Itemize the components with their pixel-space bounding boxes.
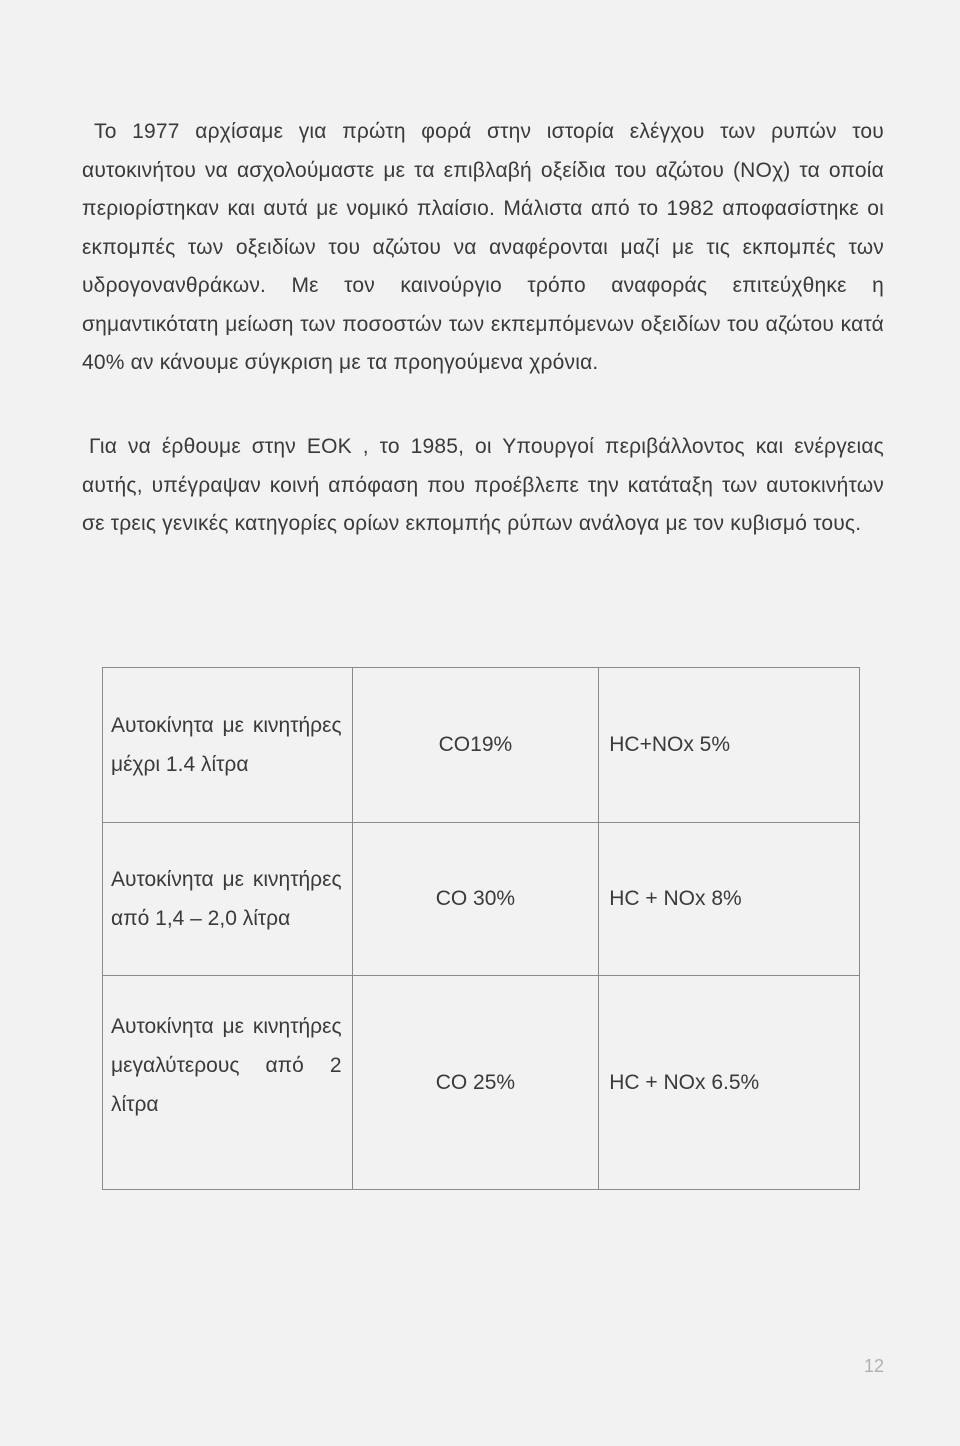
engine-category-cell bbox=[103, 823, 353, 976]
hc-nox-limit-cell: HC + NOx 8% bbox=[599, 823, 860, 976]
hc-nox-limit-cell: HC + NOx 6.5% bbox=[599, 976, 860, 1190]
hc-nox-limit-cell: HC+NOx 5% bbox=[599, 668, 860, 823]
co-limit-cell: CO19% bbox=[352, 668, 599, 823]
paragraph-eec-decision: Για να έρθουμε στην ΕΟΚ , το 1985, οι Υπουργοί περιβάλλοντος και ενέργειας αυτής, υπέγραψαν κοινή απόφαση που προέβλεπε την κατάταξη των αυτοκινήτων σε τρεις γενικές κατηγορίες ορίων εκπομπής ρύπων ανάλογα με τον κυβισμό τους. bbox=[82, 435, 884, 535]
table-row bbox=[103, 976, 860, 1190]
engine-category-label: Αυτοκίνητα με κινητήρες μεγαλύτερους από 2 λίτρα bbox=[111, 1015, 342, 1116]
paragraph-nox-history: Το 1977 αρχίσαμε για πρώτη φορά στην ιστορία ελέγχου των ρυπών του αυτοκινήτου να ασχολούμαστε με τα επιβλαβή οξείδια του αζώτου (NOχ) τα οποία περιορίστηκαν και αυτά με νομικό πλαίσιο. Μάλιστα από το 1982 αποφασίστηκε οι εκπομπές των οξειδίων του αζώτου να αναφέρονται μαζί με τις εκπομπές των υδρογονανθράκων. Με τον καινούργιο τρόπο αναφοράς επιτεύχθηκε η σημαντικότατη μείωση των ποσοστών των εκπεμπόμενων οξειδίων του αζώτου κατά 40% αν κάνουμε σύγκριση με τα προηγούμενα χρόνια. bbox=[82, 120, 884, 374]
engine-category-cell bbox=[103, 668, 353, 823]
table-row bbox=[103, 668, 860, 823]
engine-category-label: Αυτοκίνητα με κινητήρες από 1,4 – 2,0 λίτρα bbox=[111, 868, 342, 930]
engine-category-cell bbox=[103, 976, 353, 1190]
engine-category-label: Αυτοκίνητα με κινητήρες μέχρι 1.4 λίτρα bbox=[111, 714, 342, 776]
table-row bbox=[103, 823, 860, 976]
emission-limits-table bbox=[102, 667, 860, 1190]
co-limit-cell: CO 30% bbox=[352, 823, 599, 976]
page-number: 12 bbox=[864, 1356, 885, 1376]
co-limit-cell: CO 25% bbox=[352, 976, 599, 1190]
